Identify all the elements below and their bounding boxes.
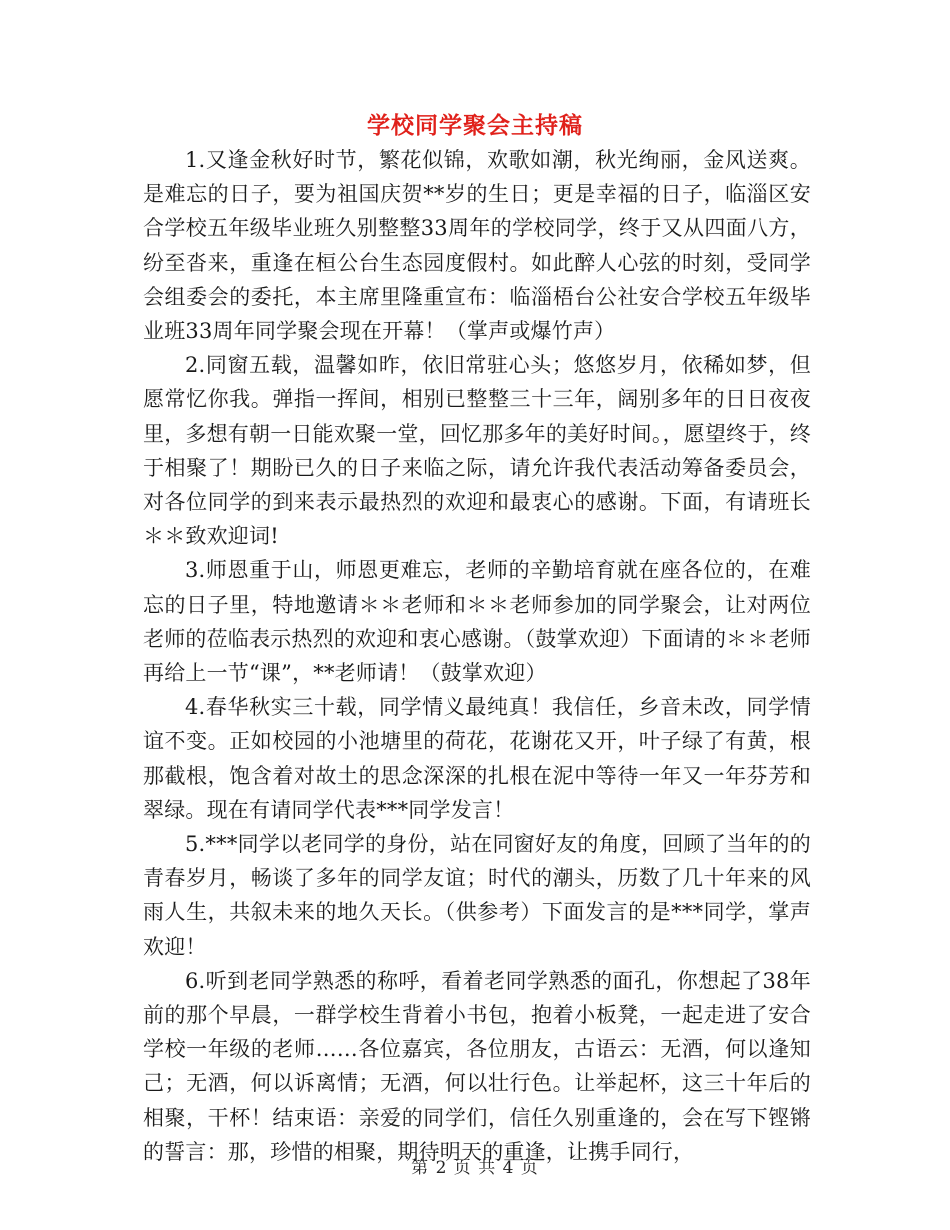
paragraph-6: 6.听到老同学熟悉的称呼，看着老同学熟悉的面孔，你想起了38年前的那个早晨，一群学校生背着小书包，抱着小板凳，一起走进了安合学校一年级的老师……各位嘉宾，各位朋友，古语云：无酒，何以逢知己；无酒，何以诉离情；无酒，何以壮行色。让举起杯，这三十年后的相聚，干杯！结束语：亲爱的同学们，信任久别重逢的，会在写下铿锵的誓言：那，珍惜的相聚，期待明天的重逢，让携手同行， xyxy=(143,968,811,1164)
page-number-footer: 第 2 页 共 4 页 xyxy=(411,1158,539,1178)
paragraph-5: 5.***同学以老同学的身份，站在同窗好友的角度，回顾了当年的的青春岁月，畅谈了多年的同学友谊；时代的潮头，历数了几十年来的风雨人生，共叙未来的地久天长。（供参考）下面发言的是***同学，掌声欢迎！ xyxy=(143,832,811,959)
paragraph-3: 3.师恩重于山，师恩更难忘，老师的辛勤培育就在座各位的，在难忘的日子里，特地邀请＊＊老师和＊＊老师参加的同学聚会，让对两位老师的莅临表示热烈的欢迎和衷心感谢。（鼓掌欢迎）下面请的＊＊老师再给上一节“课”，**老师请！（鼓掌欢迎） xyxy=(143,558,811,686)
document-body xyxy=(143,143,811,1169)
paragraph-1: 1.又逢金秋好时节，繁花似锦，欢歌如潮，秋光绚丽，金风送爽。是难忘的日子，要为祖国庆贺**岁的生日；更是幸福的日子，临淄区安合学校五年级毕业班久别整整33周年的学校同学，终于又从四面八方，纷至沓来，重逢在桓公台生态园度假村。如此醉人心弦的时刻，受同学会组委会的委托，本主席里隆重宣布：临淄梧台公社安合学校五年级毕业班33周年同学聚会现在开幕！（掌声或爆竹声） xyxy=(143,148,811,344)
paragraph-2: 2.同窗五载，温馨如昨，依旧常驻心头；悠悠岁月，依稀如梦，但愿常忆你我。弹指一挥间，相别已整整三十三年，阔别多年的日日夜夜里，多想有朝一日能欢聚一堂，回忆那多年的美好时间。，愿望终于，终于相聚了！期盼已久的日子来临之际，请允许我代表活动筹备委员会，对各位同学的到来表示最热烈的欢迎和最衷心的感谢。下面，有请班长＊＊致欢迎词! xyxy=(143,353,811,549)
paragraph-4: 4.春华秋实三十载，同学情义最纯真！我信任，乡音未改，同学情谊不变。正如校园的小池塘里的荷花，花谢花又开，叶子绿了有黄，根那截根，饱含着对故土的思念深深的扎根在泥中等待一年又一年芬芳和翠绿。现在有请同学代表***同学发言！ xyxy=(143,695,811,822)
document-title: 学校同学聚会主持稿 xyxy=(367,112,583,139)
